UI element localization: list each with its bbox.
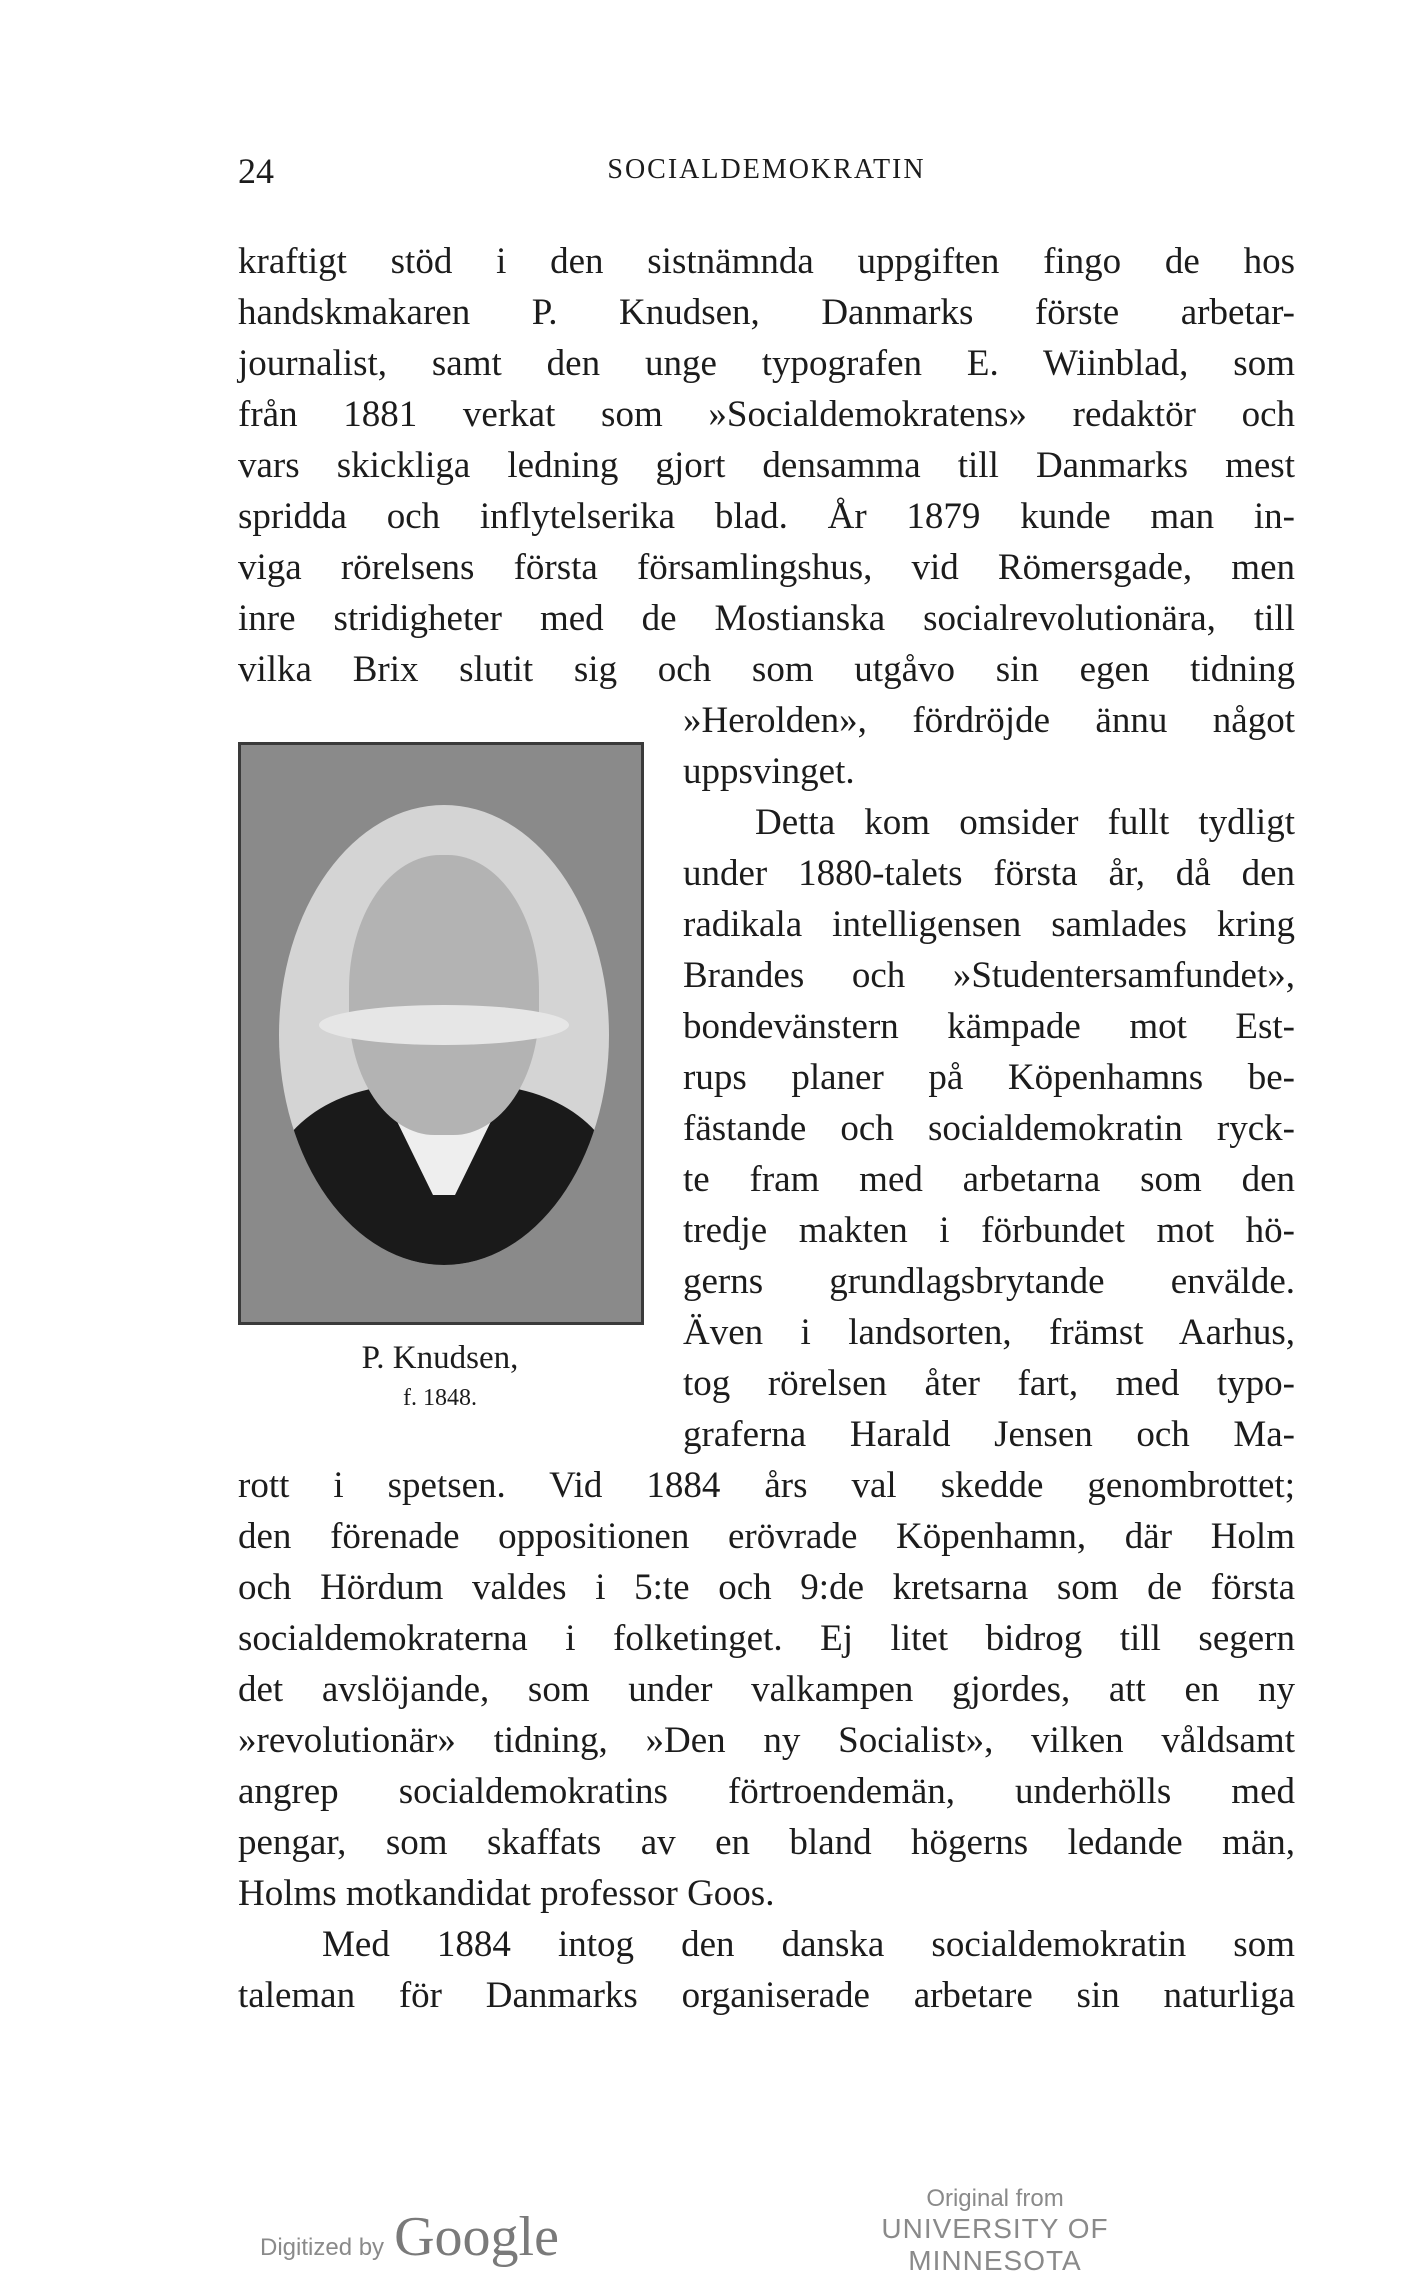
digitized-by-label: Digitized by xyxy=(260,2234,385,2261)
text-line: viga rörelsens första församlingshus, vid Römersgade, men xyxy=(238,547,1295,588)
portrait-oval xyxy=(279,805,609,1265)
text-line: det avslöjande, som under valkampen gjordes, att en ny xyxy=(238,1669,1295,1710)
photo-caption xyxy=(290,1340,590,1412)
page-number: 24 xyxy=(238,151,274,191)
text-line: journalist, samt den unge typografen E. Wiinblad, som xyxy=(238,343,1295,384)
text-line: te fram med arbetarna som den xyxy=(683,1159,1295,1200)
text-line: rott i spetsen. Vid 1884 års val skedde genombrottet; xyxy=(238,1465,1295,1506)
text-line: tredje makten i förbundet mot hö- xyxy=(683,1210,1295,1251)
text-line: inre stridigheter med de Mostianska socialrevolutionära, till xyxy=(238,598,1295,639)
source-credit xyxy=(820,2185,1170,2277)
text-line: Brandes och »Studentersamfundet», xyxy=(683,955,1295,996)
text-line: från 1881 verkat som »Socialdemokratens» redaktör och xyxy=(238,394,1295,435)
text-line: graferna Harald Jensen och Ma- xyxy=(683,1414,1295,1455)
digitization-credit xyxy=(260,2205,559,2269)
portrait-face xyxy=(349,855,539,1135)
text-line: fästande och socialdemokratin ryck- xyxy=(683,1108,1295,1149)
text-line: Med 1884 intog den danska socialdemokratin som xyxy=(322,1924,1295,1965)
text-line: handskmakaren P. Knudsen, Danmarks förste arbetar- xyxy=(238,292,1295,333)
text-line: socialdemokraterna i folketinget. Ej litet bidrog till segern xyxy=(238,1618,1295,1659)
text-line: under 1880-talets första år, då den xyxy=(683,853,1295,894)
text-line: och Hördum valdes i 5:te och 9:de kretsarna som de första xyxy=(238,1567,1295,1608)
text-line: tog rörelsen åter fart, med typo- xyxy=(683,1363,1295,1404)
text-line: »Herolden», fördröjde ännu något xyxy=(683,700,1295,741)
text-line: rups planer på Köpenhamns be- xyxy=(683,1057,1295,1098)
text-line: »revolutionär» tidning, »Den ny Socialist», vilken våldsamt xyxy=(238,1720,1295,1761)
text-line: taleman för Danmarks organiserade arbetare sin naturliga xyxy=(238,1975,1295,2016)
text-line: kraftigt stöd i den sistnämnda uppgiften fingo de hos xyxy=(238,241,1295,282)
text-line: uppsvinget. xyxy=(683,751,855,792)
university-label: UNIVERSITY OF MINNESOTA xyxy=(881,2213,1109,2276)
running-head: SOCIALDEMOKRATIN xyxy=(607,154,926,185)
google-logo: Google xyxy=(394,2206,559,2268)
text-line: Detta kom omsider fullt tydligt xyxy=(755,802,1295,843)
text-line: angrep socialdemokratins förtroendemän, underhölls med xyxy=(238,1771,1295,1812)
page-header xyxy=(238,150,1295,200)
text-line: pengar, som skaffats av en bland högerns ledande män, xyxy=(238,1822,1295,1863)
text-line: bondevänstern kämpade mot Est- xyxy=(683,1006,1295,1047)
original-from-label: Original from xyxy=(926,2185,1064,2212)
text-line: spridda och inflytelserika blad. År 1879 kunde man in- xyxy=(238,496,1295,537)
text-line: Även i landsorten, främst Aarhus, xyxy=(683,1312,1295,1353)
portrait-photo xyxy=(238,742,644,1325)
text-line: vilka Brix slutit sig och som utgåvo sin egen tidning xyxy=(238,649,1295,690)
text-line: den förenade oppositionen erövrade Köpenhamn, där Holm xyxy=(238,1516,1295,1557)
text-line: radikala intelligensen samlades kring xyxy=(683,904,1295,945)
text-line: Holms motkandidat professor Goos. xyxy=(238,1873,775,1914)
caption-name: P. Knudsen, xyxy=(361,1340,519,1376)
text-line: vars skickliga ledning gjort densamma till Danmarks mest xyxy=(238,445,1295,486)
text-line: gerns grundlagsbrytande envälde. xyxy=(683,1261,1295,1302)
caption-date: f. 1848. xyxy=(403,1385,477,1411)
portrait-mustache xyxy=(319,1005,569,1045)
